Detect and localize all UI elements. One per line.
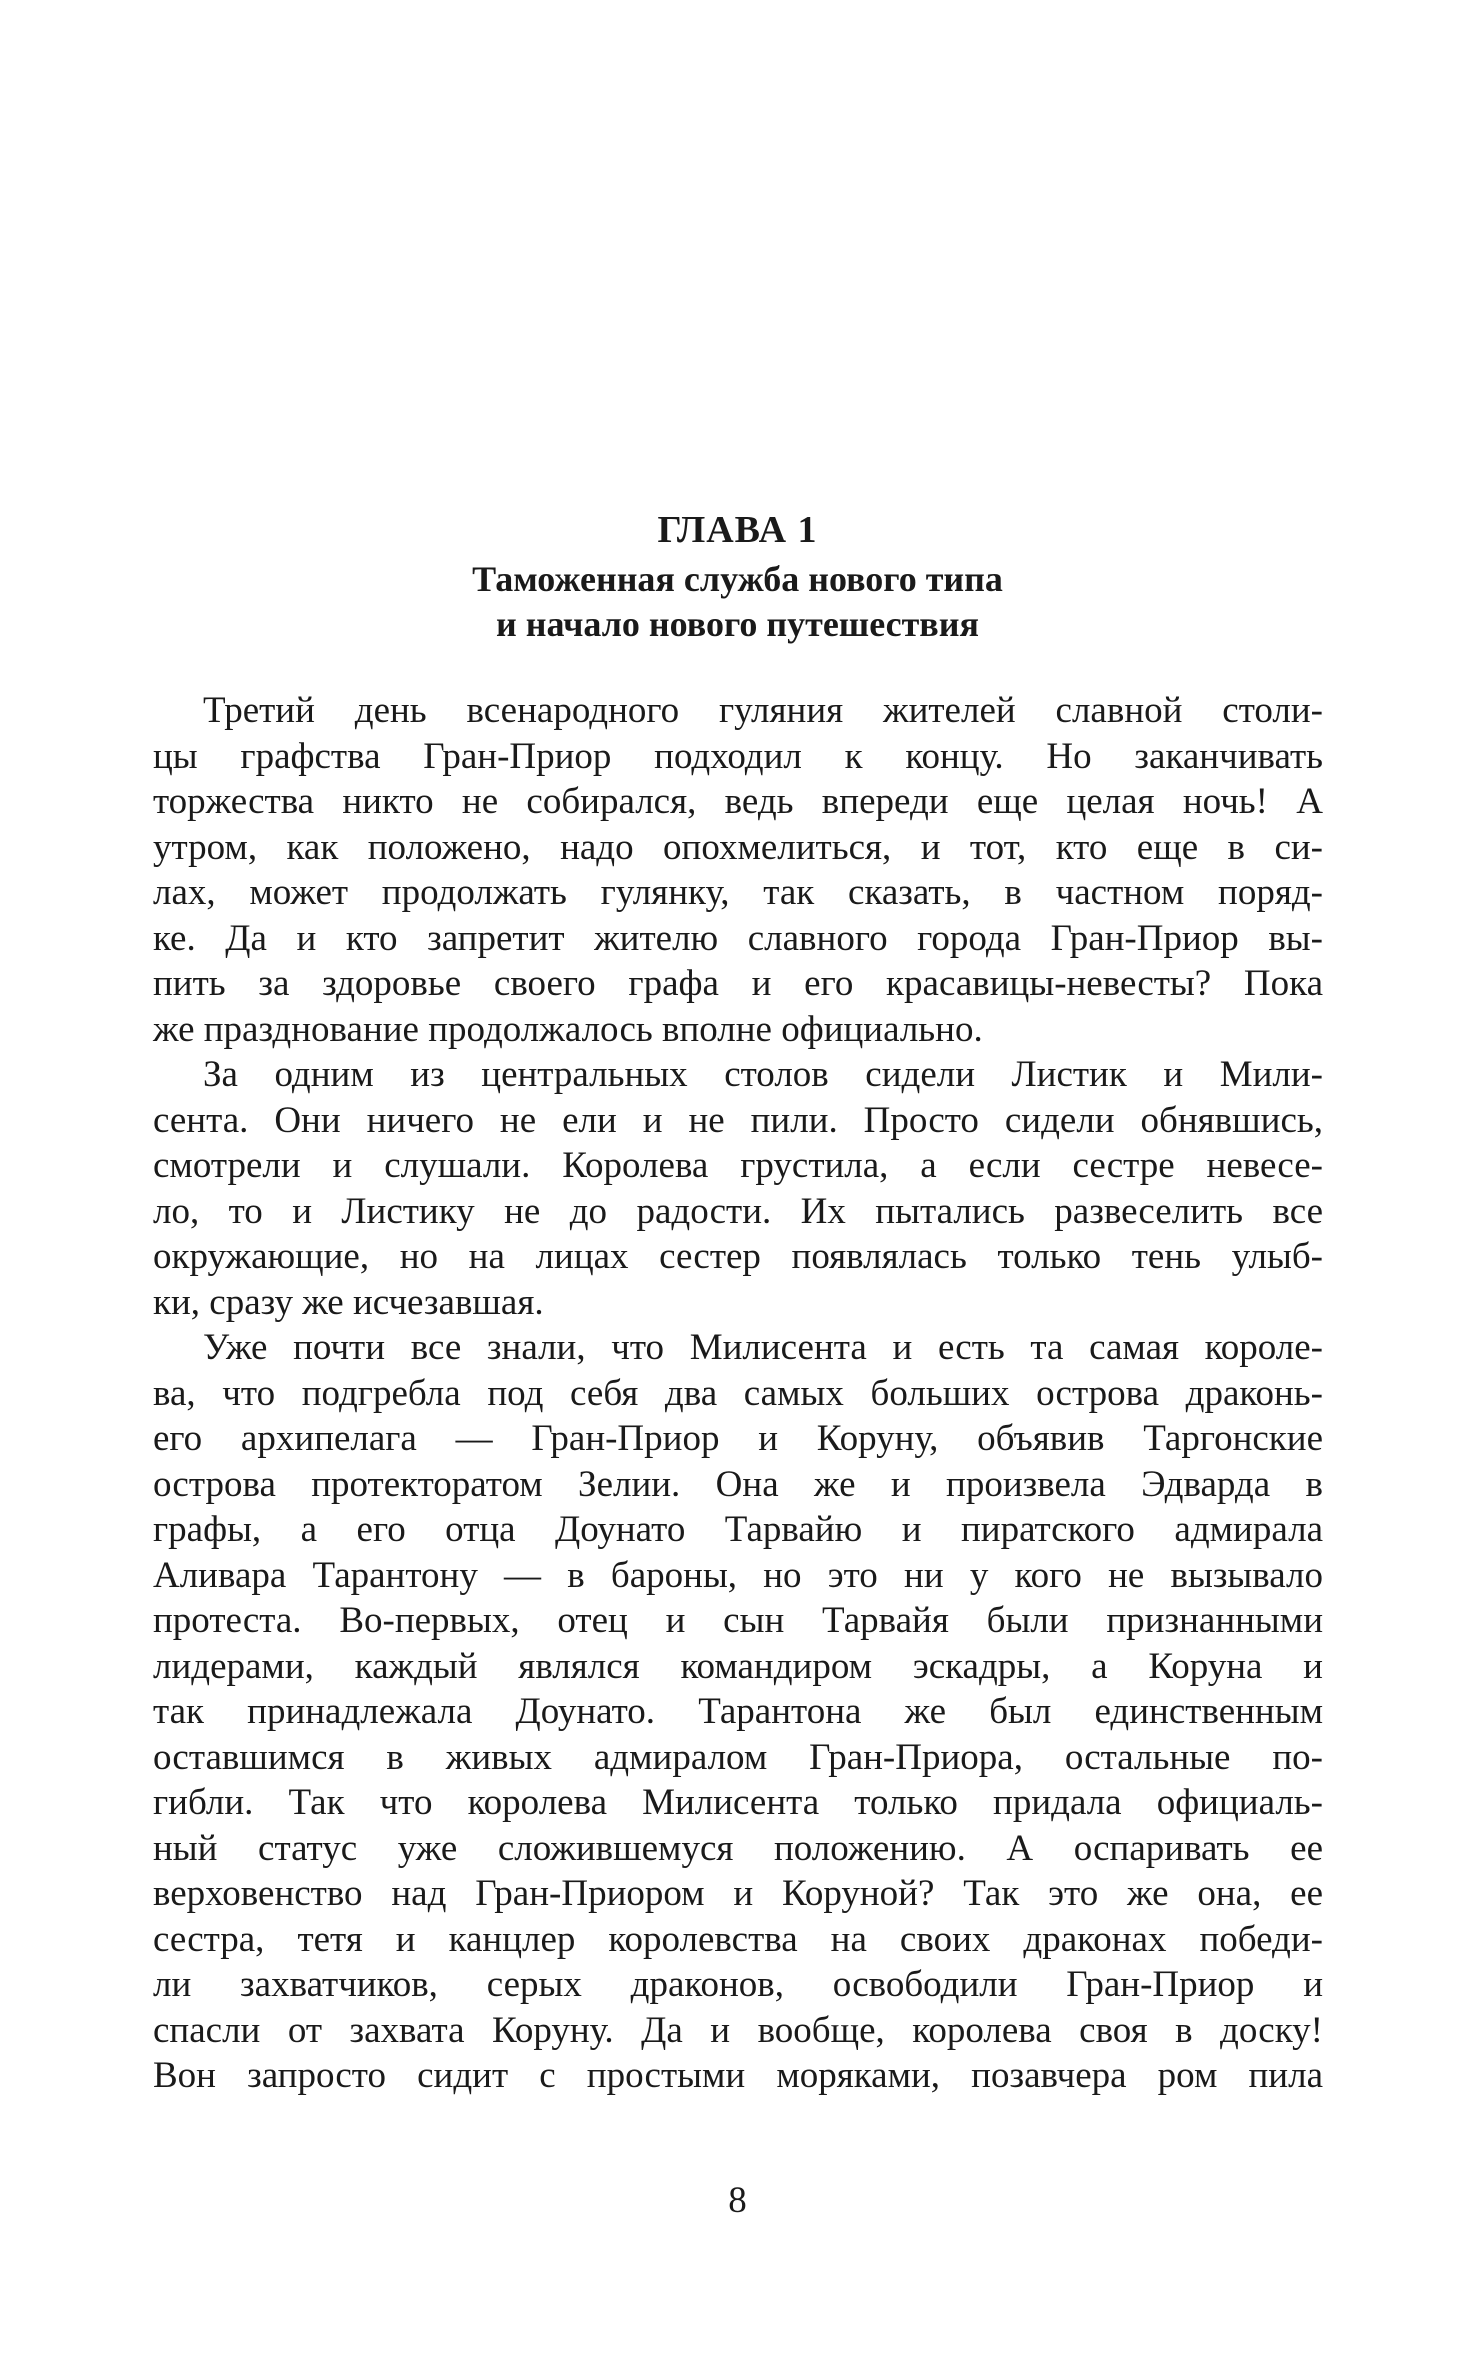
text-line: окружающие, но на лицах сестер появлялась только тень улыб- — [153, 1236, 1323, 1277]
text-line: сестра, тетя и канцлер королевства на своих драконах победи- — [153, 1918, 1323, 1960]
body-text — [153, 688, 1323, 2099]
text-line: Аливара Тарантону — в бароны, но это ни у кого не вызывало — [153, 1554, 1323, 1596]
text-line: гибли. Так что королева Милисента только придала официаль- — [153, 1782, 1323, 1823]
text-line: лидерами, каждый являлся командиром эскадры, а Коруна и — [153, 1645, 1323, 1687]
paragraph — [153, 1052, 1323, 1325]
text-line: ки, сразу же исчезавшая. — [153, 1281, 544, 1323]
paragraph — [153, 688, 1323, 1052]
text-line: спасли от захвата Коруну. Да и вообще, королева своя в доску! — [153, 2009, 1323, 2051]
text-line: Третий день всенародного гуляния жителей славной столи- — [203, 690, 1323, 731]
text-line: же празднование продолжалось вполне официально. — [153, 1008, 983, 1050]
text-line: его архипелага — Гран-Приор и Коруну, объявив Таргонские — [153, 1418, 1323, 1459]
chapter-title: ГЛАВА 1 — [657, 509, 818, 551]
text-line: пить за здоровье своего графа и его красавицы-невесты? Пока — [153, 963, 1323, 1004]
text-line: сента. Они ничего не ели и не пили. Просто сидели обнявшись, — [153, 1099, 1323, 1141]
text-line: торжества никто не собирался, ведь впереди еще целая ночь! А — [153, 781, 1323, 822]
text-line: лах, может продолжать гулянку, так сказать, в частном поряд- — [153, 872, 1323, 913]
text-line: ва, что подгребла под себя два самых больших острова драконь- — [153, 1372, 1323, 1414]
text-line: ло, то и Листику не до радости. Их пытались развеселить все — [153, 1190, 1323, 1232]
text-line: протеста. Во-первых, отец и сын Тарвайя были признанными — [153, 1600, 1323, 1641]
text-line: ли захватчиков, серых драконов, освободили Гран-Приор и — [153, 1964, 1323, 2005]
text-line: оставшимся в живых адмиралом Гран-Приора, остальные по- — [153, 1736, 1323, 1778]
text-line: острова протекторатом Зелии. Она же и произвела Эдварда в — [153, 1463, 1323, 1505]
text-line: ный статус уже сложившемуся положению. А оспаривать ее — [153, 1827, 1323, 1869]
text-line: верховенство над Гран-Приором и Коруной? Так это же она, ее — [153, 1873, 1323, 1914]
text-line: Вон запросто сидит с простыми моряками, позавчера ром пила — [153, 2055, 1323, 2096]
text-line: За одним из центральных столов сидели Листик и Мили- — [203, 1054, 1323, 1095]
paragraph — [153, 1325, 1323, 2099]
text-line: графы, а его отца Доунато Тарвайю и пиратского адмирала — [153, 1509, 1323, 1550]
chapter-subtitle-line: и начало нового путешествия — [496, 604, 979, 644]
text-line: смотрели и слушали. Королева грустила, а если сестре невесе- — [153, 1145, 1323, 1186]
text-line: так принадлежала Доунато. Тарантона же был единственным — [153, 1691, 1323, 1732]
page-number: 8 — [728, 2180, 747, 2221]
chapter-subtitle-line: Таможенная служба нового типа — [472, 559, 1003, 599]
text-line: ке. Да и кто запретит жителю славного города Гран-Приор вы- — [153, 917, 1323, 959]
text-line: Уже почти все знали, что Милисента и есть та самая короле- — [203, 1327, 1323, 1368]
text-line: утром, как положено, надо опохмелиться, и тот, кто еще в си- — [153, 826, 1323, 868]
text-line: цы графства Гран-Приор подходил к концу. Но заканчивать — [153, 735, 1323, 777]
